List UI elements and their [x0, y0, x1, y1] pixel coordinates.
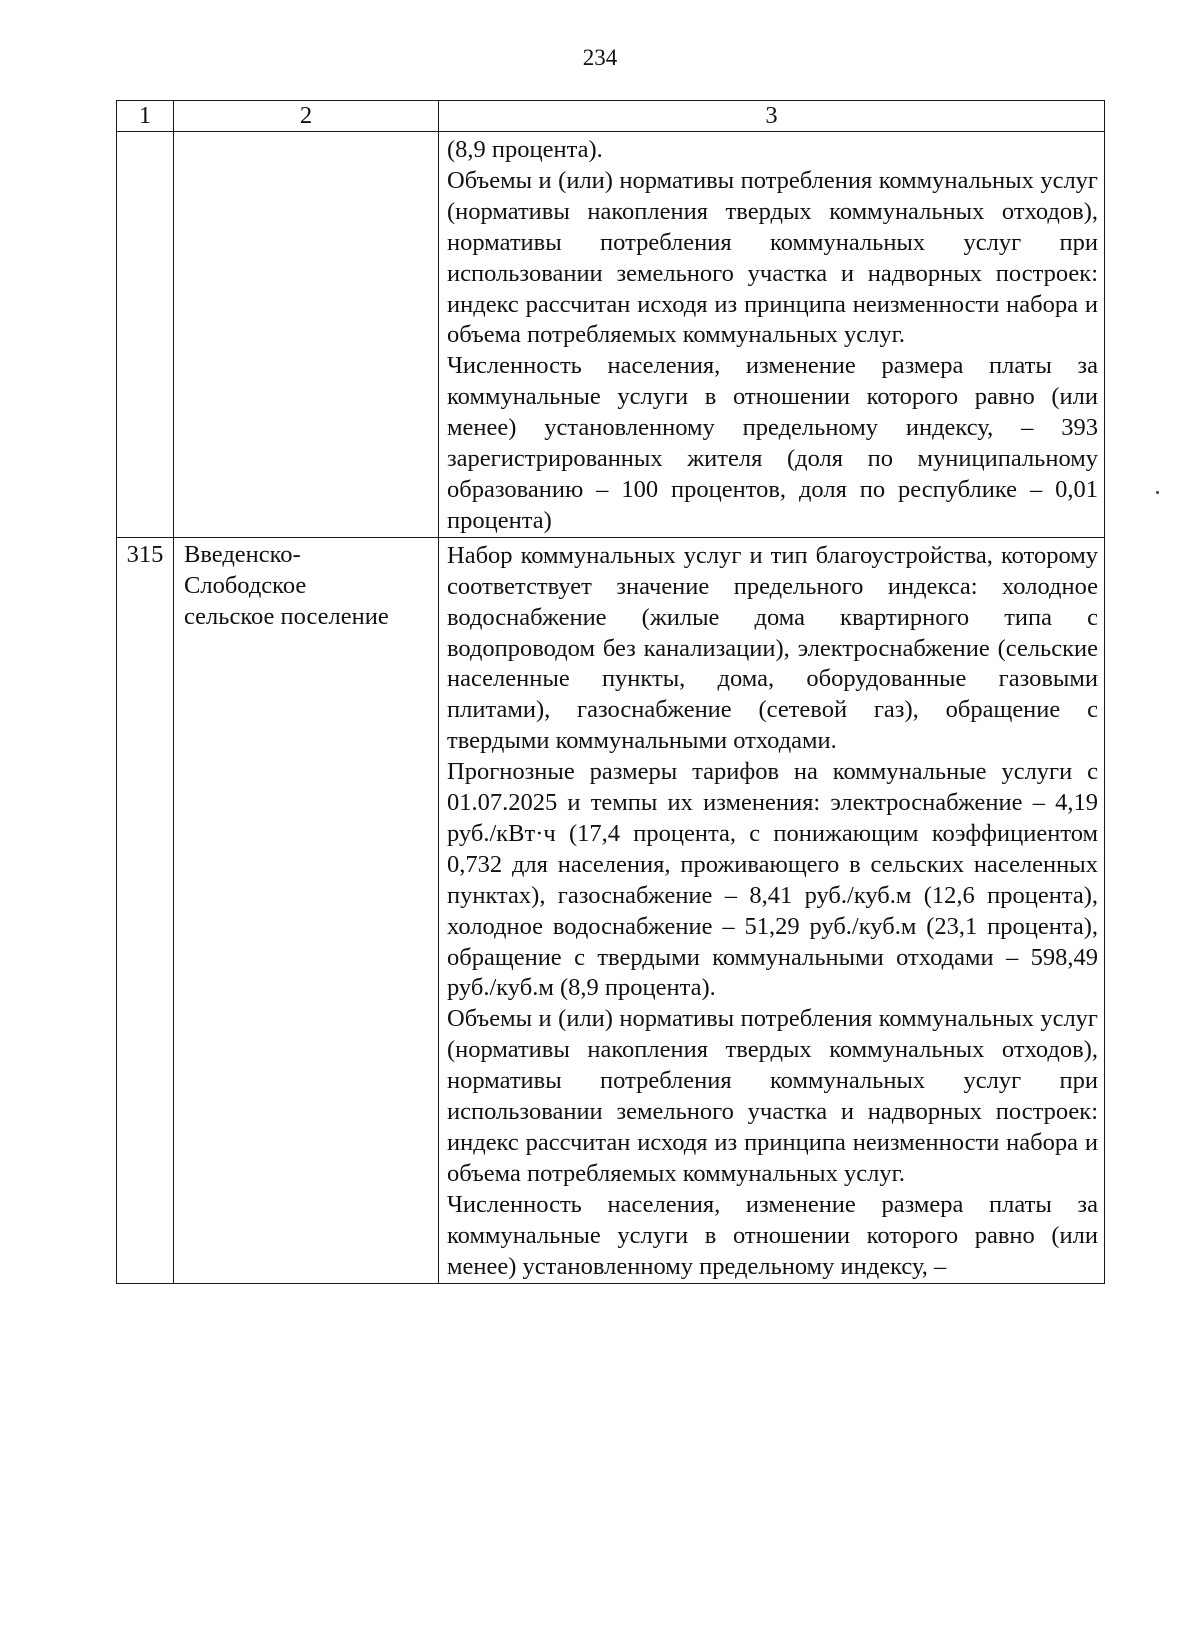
table-row [117, 132, 1105, 538]
header-col-3: 3 [439, 101, 1105, 132]
municipality-name-line: Введенско- [184, 540, 301, 568]
municipality-name [174, 537, 439, 1283]
row-description [439, 132, 1105, 538]
scan-speck [1156, 491, 1159, 494]
municipality-name-line: Слободское [184, 571, 307, 599]
description-paragraph: Набор коммунальных услуг и тип благоустройства, которому соответствует значение предельного индекса: холодное водоснабжение (жилые дома квартирного типа с водопроводом без канализации), электроснабжение (сельские населенные пункты, дома, оборудованные газовыми плитами), газоснабжение (сетевой газ), обращение с твердыми коммунальными отходами. [447, 541, 1098, 755]
table-header-row [117, 101, 1105, 132]
municipality-name-line: сельское поселение [184, 602, 389, 630]
municipality-name [174, 132, 439, 538]
header-col-1: 1 [117, 101, 174, 132]
row-number [117, 132, 174, 538]
page-number: 234 [582, 45, 618, 70]
description-paragraph: Объемы и (или) нормативы потребления коммунальных услуг (нормативы накопления твердых коммунальных отходов), нормативы потребления коммунальных услуг при использовании земельного участка и надворных построек: индекс рассчитан исходя из принципа неизменности набора и объема потребляемых коммунальных услуг. [447, 1005, 1098, 1187]
tariff-table [116, 100, 1105, 1284]
description-paragraph: Прогнозные размеры тарифов на коммунальные услуги с 01.07.2025 и темпы их изменения: электроснабжение – 4,19 руб./кВт·ч (17,4 процента, с понижающим коэффициентом 0,732 для населения, проживающего в сельских населенных пунктах), газоснабжение – 8,41 руб./куб.м (12,6 процента), холодное водоснабжение – 51,29 руб./куб.м (23,1 процента), обращение с твердыми коммунальными отходами – 598,49 руб./куб.м (8,9 процента). [447, 758, 1098, 1002]
description-paragraph: (8,9 процента). [447, 136, 603, 163]
header-col-2: 2 [174, 101, 439, 132]
row-description [439, 537, 1105, 1283]
table-row [117, 537, 1105, 1283]
description-paragraph: Численность населения, изменение размера платы за коммунальные услуги в отношении которого равно (или менее) установленному предельному индексу, – 393 зарегистрированных жителя (доля по муниципальному образованию – 100 процентов, доля по республике – 0,01 процента) [447, 352, 1098, 534]
description-paragraph: Численность населения, изменение размера платы за коммунальные услуги в отношении которого равно (или менее) установленному предельному индексу, – [447, 1190, 1098, 1280]
row-number: 315 [117, 537, 174, 1283]
description-paragraph: Объемы и (или) нормативы потребления коммунальных услуг (нормативы накопления твердых коммунальных отходов), нормативы потребления коммунальных услуг при использовании земельного участка и надворных построек: индекс рассчитан исходя из принципа неизменности набора и объема потребляемых коммунальных услуг. [447, 166, 1098, 349]
